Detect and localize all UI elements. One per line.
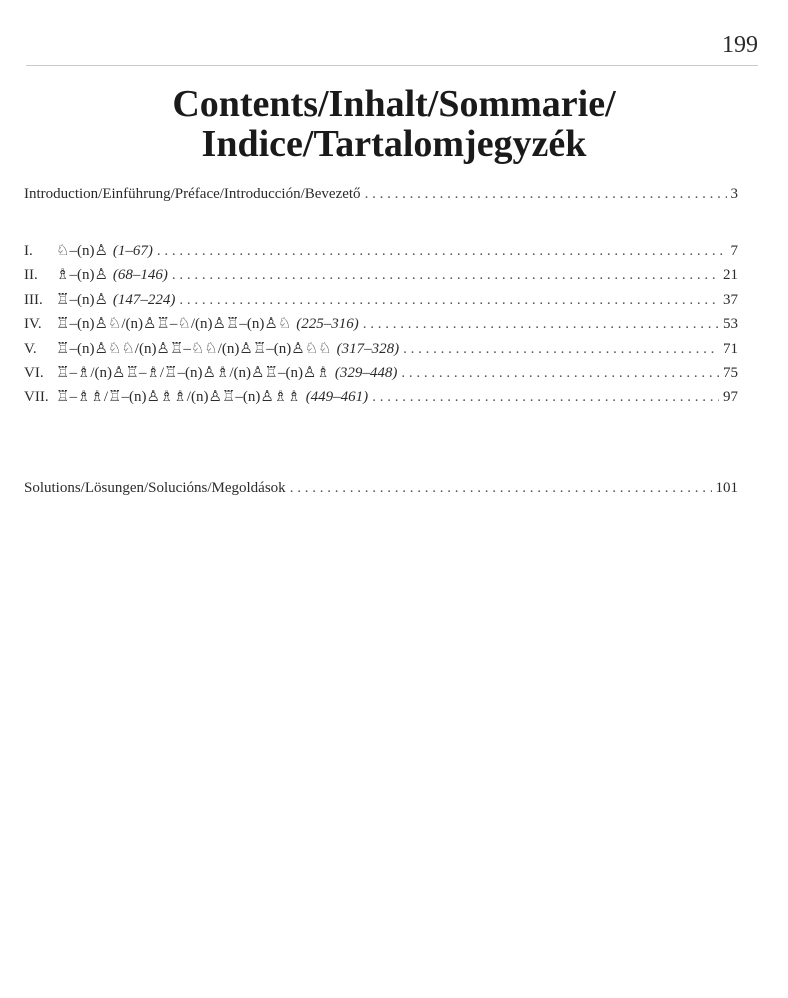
chapter-number: VII. [24,389,49,406]
chapter-page: 71 [723,340,738,357]
chapter-title [56,363,397,382]
toc-entry-chapter-2[interactable] [24,265,738,289]
toc-entry-label: Solutions/Lösungen/Solucións/Megoldások [24,480,286,496]
toc-entry-label: Introduction/Einführung/Préface/Introducción/Bevezető [24,186,361,202]
chapter-range: (317–328) [336,340,400,357]
chapter-title [56,241,153,260]
chapter-pieces: ♖–(n)♙♘♘/(n)♙♖–♘♘/(n)♙♖–(n)♙♘♘ [56,340,332,357]
dot-leader [290,480,712,497]
dot-leader [179,292,719,309]
chapter-number: III. [24,291,43,308]
chapter-title [56,290,175,309]
chapter-title [56,339,399,358]
chapter-page: 21 [723,267,738,284]
chapter-page: 75 [723,364,738,381]
chapter-range: (147–224) [112,291,176,308]
title-line-2: Indice/Tartalomjegyzék [201,123,587,165]
chapter-number: IV. [24,316,42,333]
chapter-range: (68–146) [112,267,168,284]
toc-entry-chapter-5[interactable] [24,339,738,363]
chapter-pieces: ♖–♗♗/♖–(n)♙♗♗/(n)♙♖–(n)♙♗♗ [56,389,301,406]
chapter-page: 37 [723,291,738,308]
chapter-pieces: ♖–(n)♙ [56,291,108,308]
chapter-page: 97 [723,389,738,406]
chapter-number: II. [24,267,38,284]
chapter-pieces: ♘–(n)♙ [56,243,108,259]
title-line-1: Contents/Inhalt/Sommarie/ [172,83,616,125]
chapter-number: V. [24,340,37,357]
chapter-number: I. [24,243,33,259]
dot-leader [372,389,719,406]
toc-entry-solutions[interactable] [24,480,738,504]
chapter-title [56,265,168,284]
dot-leader [363,316,719,333]
toc-entry-introduction[interactable] [24,186,738,210]
toc-entry-chapter-6[interactable] [24,363,738,387]
chapter-pieces: ♖–(n)♙♘/(n)♙♖–♘/(n)♙♖–(n)♙♘ [56,316,292,333]
toc-introduction [24,186,738,210]
toc-entry-chapter-7[interactable] [24,387,738,411]
header-rule [26,65,758,66]
page-number: 199 [722,32,758,58]
chapter-range: (225–316) [296,316,359,333]
chapter-range: (329–448) [334,364,398,381]
page-title [0,84,788,164]
dot-leader [157,243,727,260]
chapter-title [56,387,368,406]
toc-entry-page: 3 [730,186,738,202]
chapter-number: VI. [24,364,44,381]
chapter-page: 53 [723,316,738,333]
toc-entry-chapter-4[interactable] [24,314,738,338]
chapter-page: 7 [730,243,738,259]
chapter-range: (449–461) [305,389,369,406]
toc-solutions [24,480,738,504]
toc-chapters [24,241,738,412]
dot-leader [401,365,719,382]
dot-leader [403,341,719,358]
toc-entry-page: 101 [715,480,738,496]
dot-leader [365,186,727,203]
chapter-range: (1–67) [112,243,153,259]
chapter-title [56,314,359,333]
chapter-pieces: ♗–(n)♙ [56,267,108,284]
toc-entry-chapter-1[interactable] [24,241,738,265]
dot-leader [172,267,719,284]
chapter-pieces: ♖–♗/(n)♙♖–♗/♖–(n)♙♗/(n)♙♖–(n)♙♗ [56,364,330,381]
toc-entry-chapter-3[interactable] [24,290,738,314]
